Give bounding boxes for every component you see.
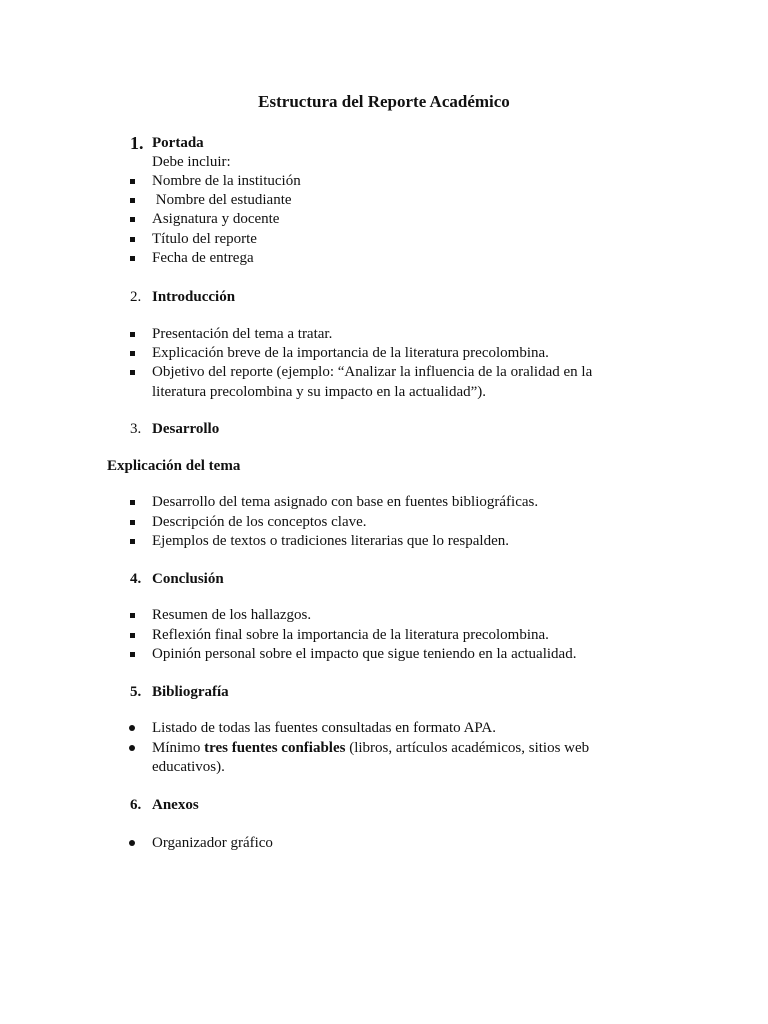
list-item: Descripción de los conceptos clave. [152, 514, 367, 530]
list-item: Presentación del tema a tratar. [152, 326, 333, 342]
list-item: Título del reporte [152, 231, 257, 247]
list-item: Objetivo del reporte (ejemplo: “Analizar la influencia de la oralidad en la [152, 364, 593, 380]
list-item: Explicación breve de la importancia de la literatura precolombina. [152, 345, 549, 361]
bullet-square [130, 332, 135, 337]
section-1-intro: Debe incluir: [152, 154, 231, 170]
bullet-square [130, 351, 135, 356]
section-2-heading: Introducción [152, 289, 236, 305]
list-item: Opinión personal sobre el impacto que sigue teniendo en la actualidad. [152, 646, 577, 662]
bullet-square [130, 633, 135, 638]
list-item: Asignatura y docente [152, 211, 280, 227]
page-title: Estructura del Reporte Académico [258, 92, 510, 111]
bullet-square [130, 237, 135, 242]
section-6-heading: Anexos [152, 797, 199, 813]
bullet-dot [129, 840, 135, 846]
section-3-subheading: Explicación del tema [107, 458, 241, 474]
bullet-square [130, 613, 135, 618]
bullet-dot [129, 725, 135, 731]
section-1-heading: Portada [152, 135, 204, 151]
section-1-number: 1. [130, 133, 144, 153]
bullet-square [130, 256, 135, 261]
list-item: Ejemplos de textos o tradiciones literarias que lo respalden. [152, 533, 509, 549]
section-3-number: 3. [130, 421, 142, 437]
section-4-heading: Conclusión [152, 571, 224, 587]
list-item: Reflexión final sobre la importancia de la literatura precolombina. [152, 627, 549, 643]
list-item: Resumen de los hallazgos. [152, 607, 312, 623]
section-3-heading: Desarrollo [152, 421, 220, 437]
bullet-square [130, 370, 135, 375]
bullet-square [130, 179, 135, 184]
bullet-square [130, 520, 135, 525]
bullet-square [130, 652, 135, 657]
bullet-square [130, 500, 135, 505]
bullet-square [130, 217, 135, 222]
section-4-number: 4. [130, 571, 142, 587]
bullet-square [130, 539, 135, 544]
list-item [152, 739, 589, 758]
list-item: Fecha de entrega [152, 250, 254, 266]
list-item: Nombre del estudiante [152, 192, 292, 208]
section-5-heading: Bibliografía [152, 684, 229, 700]
section-6-number: 6. [130, 797, 142, 813]
list-item-continuation: educativos). [152, 759, 225, 775]
list-item: Nombre de la institución [152, 173, 301, 189]
list-item-suffix: (libros, artículos académicos, sitios web [345, 740, 590, 756]
section-2-number: 2. [130, 289, 142, 305]
list-item-emphasis: tres fuentes confiables [204, 740, 346, 756]
list-item-continuation: literatura precolombina y su impacto en la actualidad”). [152, 384, 487, 400]
bullet-square [130, 198, 135, 203]
list-item: Desarrollo del tema asignado con base en fuentes bibliográficas. [152, 494, 539, 510]
list-item: Listado de todas las fuentes consultadas en formato APA. [152, 720, 496, 736]
list-item: Organizador gráfico [152, 835, 273, 851]
list-item-prefix: Mínimo [152, 740, 205, 756]
section-5-number: 5. [130, 684, 142, 700]
bullet-dot [129, 745, 135, 751]
